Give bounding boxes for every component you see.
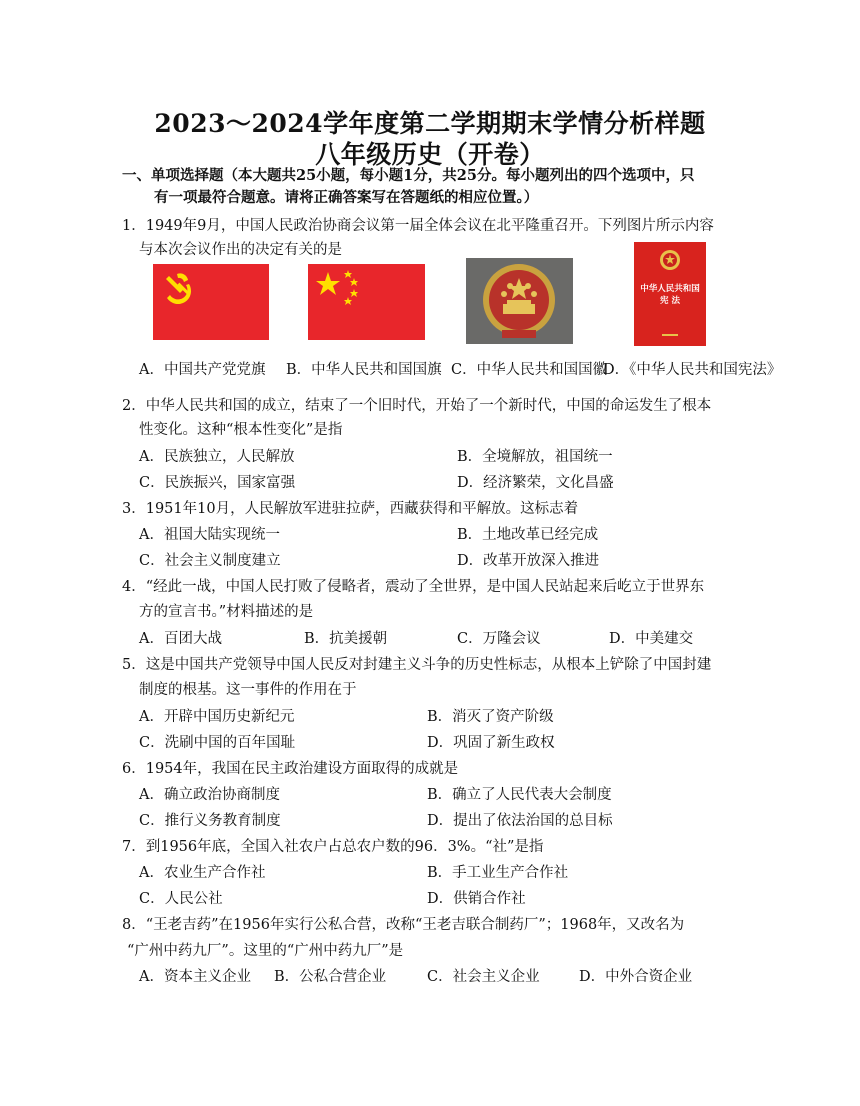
q5-option-d: D．巩固了新生政权: [427, 735, 555, 751]
national-emblem-image: [466, 258, 573, 344]
question-7-stem: 7．到1956年底，全国入社农户占总农户数的96．3%。“社”是指: [122, 839, 544, 855]
section-header-line1: 一、单项选择题（本大题共25小题，每小题1分，共25分。每小题列出的四个选项中，只: [122, 167, 695, 184]
section-header-line2: 有一项最符合题意。请将正确答案写在答题纸的相应位置。）: [154, 189, 539, 206]
q3-option-c: C．社会主义制度建立: [139, 553, 281, 569]
q6-option-a: A．确立政治协商制度: [139, 787, 280, 803]
q7-option-d: D．供销合作社: [427, 891, 526, 907]
q1-option-d: D．《中华人民共和国宪法》: [603, 362, 782, 378]
q8-option-c: C．社会主义企业: [427, 969, 540, 985]
q2-option-a: A．民族独立，人民解放: [139, 449, 295, 465]
question-2-stem-line1: 2．中华人民共和国的成立，结束了一个旧时代，开始了一个新时代，中国的命运发生了根本: [122, 398, 712, 414]
q4-option-c: C．万隆会议: [457, 631, 541, 647]
q1-option-c: C．中华人民共和国国徽: [451, 362, 608, 378]
q2-option-c: C．民族振兴，国家富强: [139, 475, 296, 491]
q5-option-a: A．开辟中国历史新纪元: [139, 709, 295, 725]
q7-option-c: C．人民公社: [139, 891, 223, 907]
question-3-stem: 3．1951年10月，人民解放军进驻拉萨，西藏获得和平解放。这标志着: [122, 501, 579, 517]
q6-option-d: D．提出了依法治国的总目标: [427, 813, 613, 829]
q6-option-b: B．确立了人民代表大会制度: [427, 787, 612, 803]
q3-option-d: D．改革开放深入推进: [457, 553, 600, 569]
q2-option-d: D．经济繁荣，文化昌盛: [457, 475, 614, 491]
question-4-stem-line2: 方的宣言书。”材料描述的是: [139, 604, 314, 620]
constitution-book-image: [634, 242, 706, 346]
question-1-stem-line2: 与本次会议作出的决定有关的是: [139, 242, 342, 258]
q5-option-b: B．消灭了资产阶级: [427, 709, 554, 725]
q2-option-b: B．全境解放，祖国统一: [457, 449, 613, 465]
q6-option-c: C．推行义务教育制度: [139, 813, 281, 829]
q1-option-a: A．中国共产党党旗: [139, 362, 266, 378]
q4-option-b: B．抗美援朝: [304, 631, 388, 647]
q3-option-b: B．土地改革已经完成: [457, 527, 599, 543]
question-8-stem-line1: 8．“王老吉药”在1956年实行公私合营，改称“王老吉联合制药厂”；1968年，又改名为: [122, 917, 685, 933]
party-flag-image: [153, 264, 269, 340]
exam-subtitle: 八年级历史（开卷）: [315, 140, 545, 169]
q7-option-b: B．手工业生产合作社: [427, 865, 569, 881]
q1-option-b: B．中华人民共和国国旗: [286, 362, 442, 378]
book-title-line2: 宪 法: [660, 296, 680, 306]
q4-option-d: D．中美建交: [609, 631, 694, 647]
q4-option-a: A．百团大战: [139, 631, 222, 647]
question-2-stem-line2: 性变化。这种“根本性变化”是指: [139, 422, 343, 438]
question-1-stem-line1: 1．1949年9月，中国人民政治协商会议第一届全体会议在北平隆重召开。下列图片所示内容: [122, 218, 714, 234]
q8-option-b: B．公私合营企业: [274, 969, 387, 985]
q3-option-a: A．祖国大陆实现统一: [139, 527, 280, 543]
question-4-stem-line1: 4．“经此一战，中国人民打败了侵略者，震动了全世界，是中国人民站起来后屹立于世界东: [122, 579, 705, 595]
national-flag-image: [308, 264, 425, 340]
question-8-stem-line2: “广州中药九厂”。这里的“广州中药九厂”是: [127, 943, 404, 959]
question-6-stem: 6．1954年，我国在民主政治建设方面取得的成就是: [122, 761, 459, 777]
q7-option-a: A．农业生产合作社: [139, 865, 266, 881]
q8-option-d: D．中外合资企业: [579, 969, 693, 985]
exam-title: 2023～2024学年度第二学期期末学情分析样题: [154, 109, 706, 138]
question-5-stem-line1: 5．这是中国共产党领导中国人民反对封建主义斗争的历史性标志，从根本上铲除了中国封建: [122, 657, 712, 673]
book-title-line1: 中华人民共和国: [640, 284, 700, 294]
q5-option-c: C．洗刷中国的百年国耻: [139, 735, 296, 751]
question-5-stem-line2: 制度的根基。这一事件的作用在于: [139, 682, 357, 698]
q8-option-a: A．资本主义企业: [139, 969, 251, 985]
